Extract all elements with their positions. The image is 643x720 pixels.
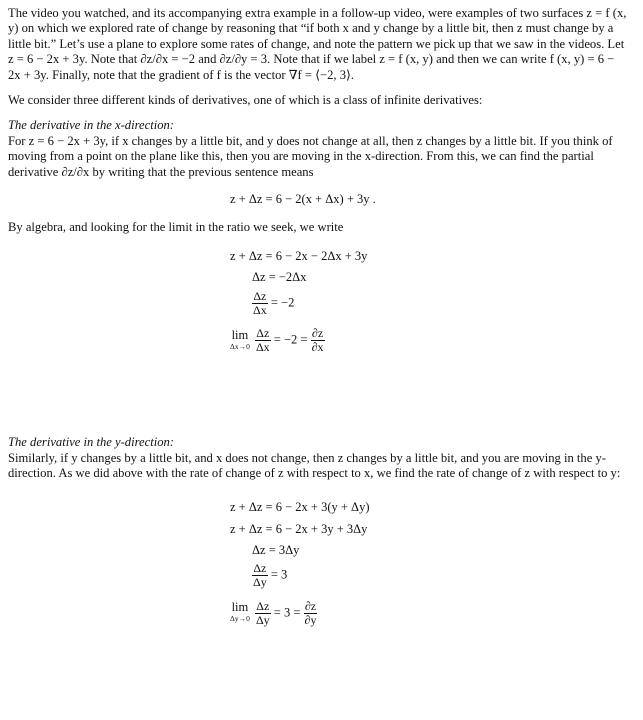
x-difference-quotient: $\frac{\Delta z}{\Delta x}$ xyxy=(253,289,267,318)
intro-paragraph: The video you watched, and its accompanying extra example in a follow-up video, were examples of two surfaces z = f (x, y) on which we explored rate of change by reasoning that “if both x and y change by a little bit, then z must change by a little bit.” Let’s use a plane to explore some rates of change, and note the pattern we pick up that we saw in the videos. Let z = 6 − 2x + 3y. Note that ∂z/∂x = −2 and ∂z/∂y = 3. Note that if we label z = f (x, y) and then we can write f (x, y) = 6 − 2x + 3y. Finally, note that the gradient of f is the vector ∇f = ⟨−2, 3⟩. xyxy=(8,6,627,82)
x-derivation-block xyxy=(8,235,628,435)
y-derivation-line-4: $\frac{\Delta z}{\Delta y}$ = 3 xyxy=(253,560,288,589)
document-page xyxy=(8,6,628,652)
x-main-equation: z + Δz = 6 − 2(x + Δx) + 3y . xyxy=(230,192,376,207)
algebra-intro: By algebra, and looking for the limit in the ratio we seek, we write xyxy=(8,220,344,235)
x-limit-line: lim Δx→0 $\frac{\Delta z}{\Delta x}$ = −2 = $\frac{\partial z}{\partial x}$ xyxy=(230,326,324,355)
y-derivation-line-3: Δz = 3Δy xyxy=(252,542,300,557)
y-derivation-line-1: z + Δz = 6 − 2x + 3(y + Δy) xyxy=(230,499,370,514)
y-derivation-block xyxy=(8,482,628,652)
y-partial-derivative: $\frac{\partial z}{\partial y}$ xyxy=(304,598,317,627)
x-partial-derivative: $\frac{\partial z}{\partial x}$ xyxy=(311,326,324,355)
y-limit-line: lim Δy→0 $\frac{\Delta z}{\Delta y}$ = 3 = $\frac{\partial z}{\partial y}$ xyxy=(230,598,317,627)
kinds-of-derivatives-paragraph: We consider three different kinds of derivatives, one of which is a class of infinite derivatives: xyxy=(8,93,483,108)
y-derivation-line-2: z + Δz = 6 − 2x + 3y + 3Δy xyxy=(230,521,368,536)
x-derivation-line-3: $\frac{\Delta z}{\Delta x}$ = −2 xyxy=(253,289,295,318)
x-limit-operator: lim Δx→0 xyxy=(230,327,250,351)
x-derivation-line-2: Δz = −2Δx xyxy=(252,270,307,285)
y-direction-heading: The derivative in the y-direction: xyxy=(8,435,174,450)
x-derivation-line-1: z + Δz = 6 − 2x − 2Δx + 3y xyxy=(230,249,368,264)
y-direction-body: Similarly, if y changes by a little bit, and x does not change, then z changes by a little bit, and you are moving in the y-direction. As we did above with the rate of change of z with respect to x, we find the rate of change of z with respect to y: xyxy=(8,450,621,481)
x-direction-heading: The derivative in the x-direction: xyxy=(8,118,174,133)
x-direction-body: For z = 6 − 2x + 3y, if x changes by a little bit, and y does not change at all, then z changes by a little bit. If you think of moving from a point on the plane like this, then you are moving in the x-direction. From this, we can find the partial derivative ∂z/∂x by writing that the previous sentence means xyxy=(8,133,613,179)
y-limit-operator: lim Δy→0 xyxy=(230,600,250,624)
y-difference-quotient: $\frac{\Delta z}{\Delta y}$ xyxy=(253,560,267,589)
x-main-equation-block xyxy=(8,180,628,220)
